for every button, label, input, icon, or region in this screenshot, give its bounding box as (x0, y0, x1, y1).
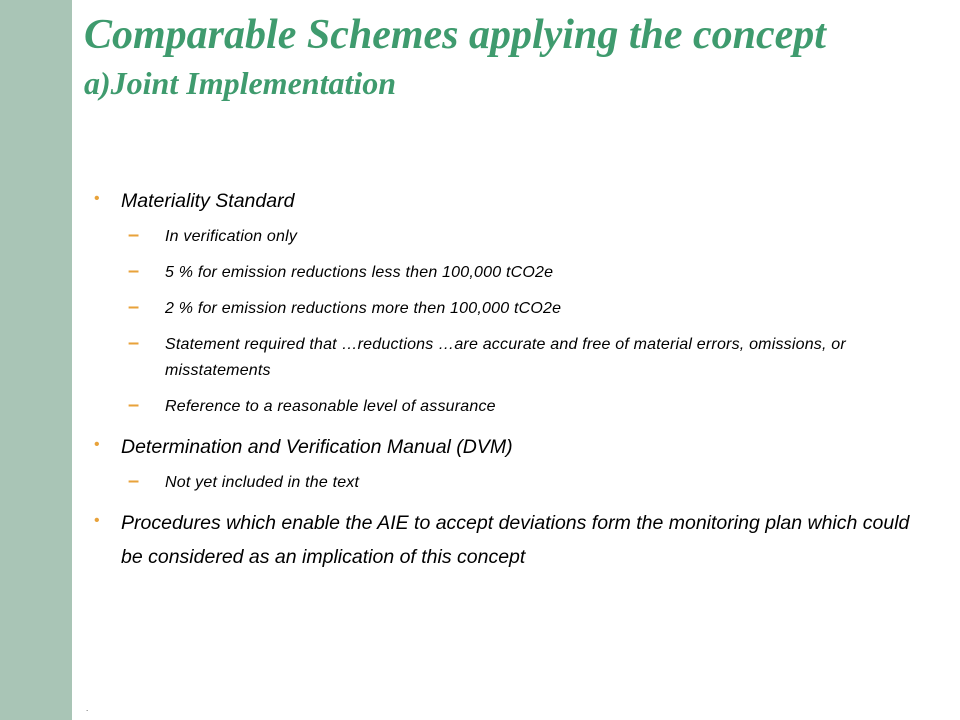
sub-bullet-item (90, 470, 930, 496)
bullet-item (90, 506, 930, 574)
dash-marker-icon: – (128, 470, 140, 492)
bullet-text: Determination and Verification Manual (DVM) (121, 436, 513, 458)
bullet-marker-icon: • (94, 512, 100, 529)
bullet-text: Materiality Standard (121, 190, 295, 212)
sub-bullet-text: In verification only (165, 228, 298, 245)
sub-bullet-item (90, 260, 930, 286)
bullet-item (90, 184, 930, 218)
dash-marker-icon: – (128, 332, 140, 354)
title-line-1: Comparable Schemes applying the concept (84, 12, 826, 58)
bullet-list (90, 184, 930, 580)
bullet-marker-icon: • (94, 436, 100, 453)
sub-bullet-item (90, 394, 930, 420)
sub-bullet-text: Statement required that …reductions …are accurate and free of material errors, omissions, or misstatements (165, 336, 846, 379)
slide-title (84, 8, 954, 104)
left-sidebar-band (0, 0, 72, 720)
bullet-marker-icon: • (94, 190, 100, 207)
dash-marker-icon: – (128, 224, 140, 246)
sub-bullet-item (90, 332, 930, 384)
sub-bullet-text: 5 % for emission reductions less then 100,000 tCO2e (165, 264, 554, 281)
title-line-2: a)Joint Implementation (84, 65, 397, 101)
sub-bullet-item (90, 224, 930, 250)
dash-marker-icon: – (128, 394, 140, 416)
sub-bullet-text: 2 % for emission reductions more then 100,000 tCO2e (165, 300, 562, 317)
sub-bullet-item (90, 296, 930, 322)
bullet-item (90, 430, 930, 464)
dash-marker-icon: – (128, 296, 140, 318)
dash-marker-icon: – (128, 260, 140, 282)
sub-bullet-text: Reference to a reasonable level of assurance (165, 398, 496, 415)
bullet-text: Procedures which enable the AIE to accept deviations form the monitoring plan which could be considered as an implication of this concept (121, 512, 910, 568)
footer-mark: . (86, 704, 89, 713)
sub-bullet-text: Not yet included in the text (165, 474, 360, 491)
